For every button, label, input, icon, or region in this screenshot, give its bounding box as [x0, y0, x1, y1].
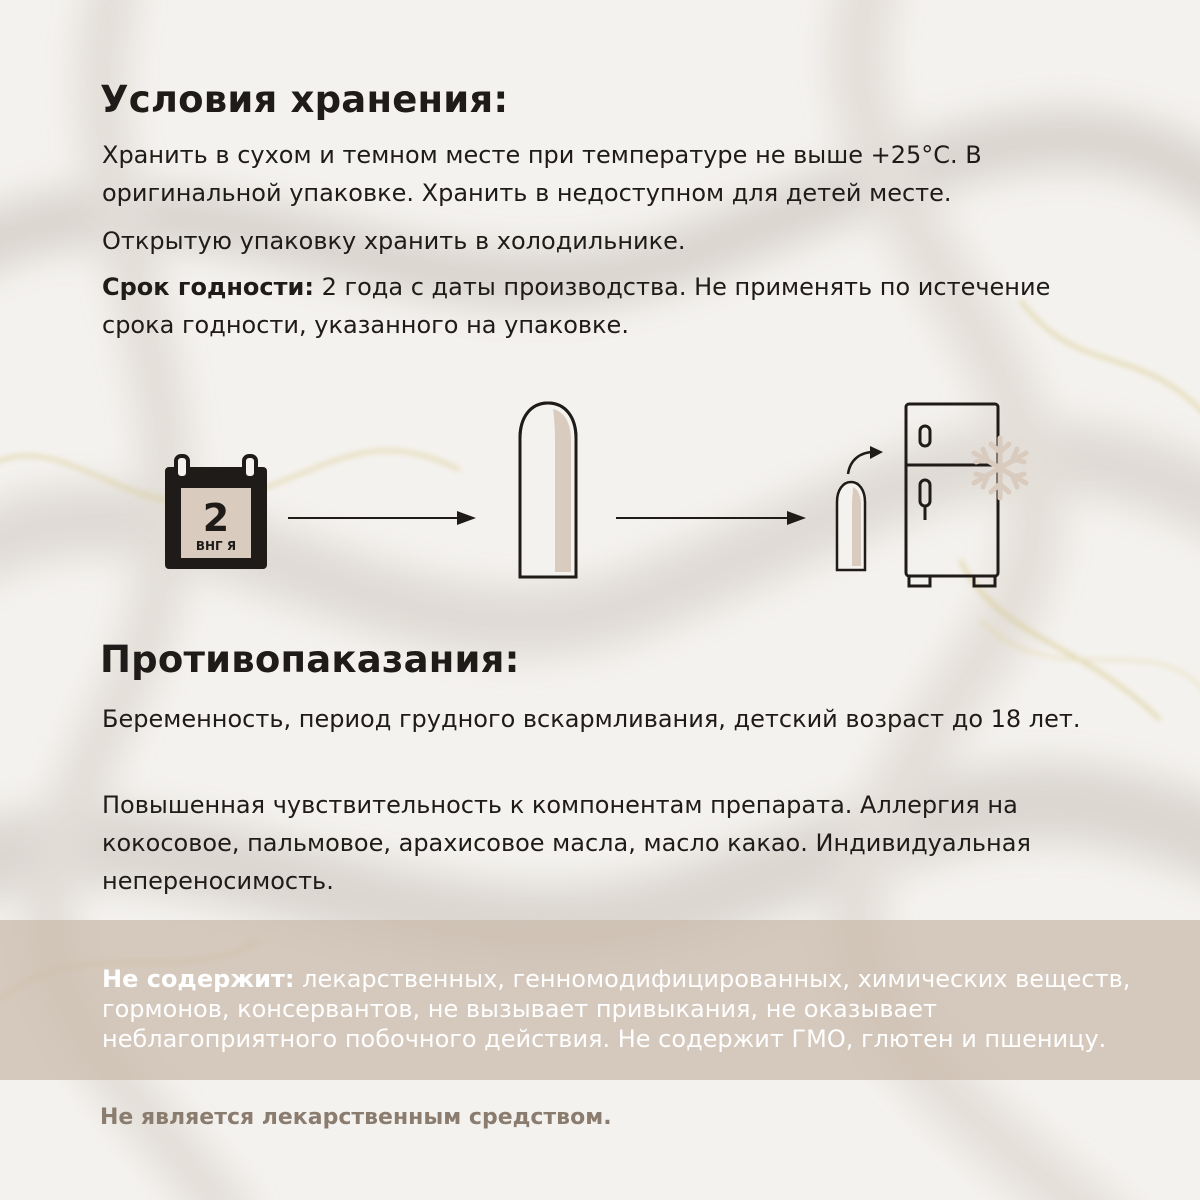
arrow-right-icon — [616, 511, 806, 525]
contraindications-paragraph-1: Беременность, период грудного вскармливания, детский возраст до 18 лет. — [102, 705, 1081, 733]
shelf-life-label: Срок годности: — [102, 273, 314, 301]
storage-heading: Условия хранения: — [100, 78, 509, 121]
storage-paragraph-2: Открытую упаковку хранить в холодильнике. — [102, 227, 686, 255]
calendar-word: ВНГ Я — [195, 539, 237, 553]
footer-disclaimer: Не является лекарственным средством. — [100, 1105, 612, 1130]
calendar-icon — [165, 456, 267, 569]
contraindications-paragraph-2: Повышенная чувствительность к компонентам препарата. Аллергия на кокосовое, пальмовое, арахисовое масла, масло какао. Индивидуальная непереносимость. — [102, 791, 1031, 895]
snowflake-icon — [974, 438, 1026, 498]
storage-paragraph-1: Хранить в сухом и темном месте при температуре не выше +25°С. В оригинальной упаковке. Хранить в недоступном для детей месте. — [102, 141, 982, 207]
arrow-right-icon — [288, 511, 476, 525]
small-suppository-icon — [837, 482, 865, 570]
notice-body: лекарственных, генномодифицированных, химических веществ, гормонов, консервантов, не вызывает привыкания, не оказывает неблагоприятного побочного действия. Не содержит ГМО, глютен и пшеницу. — [102, 965, 1131, 1053]
fridge-icon — [906, 404, 998, 586]
storage-diagram — [0, 380, 1200, 620]
suppository-icon — [520, 403, 576, 577]
contraindications-heading: Противопаказания: — [100, 638, 520, 681]
notice-label: Не содержит: — [102, 965, 295, 993]
curved-arrow-icon — [848, 446, 883, 474]
shelf-life-text: 2 года с даты производства. Не применять по истечение срока годности, указанного на упаковке. — [102, 273, 1051, 339]
calendar-number: 2 — [202, 496, 230, 540]
shelf-life-paragraph — [102, 268, 1062, 344]
notice-text — [102, 964, 1142, 1054]
